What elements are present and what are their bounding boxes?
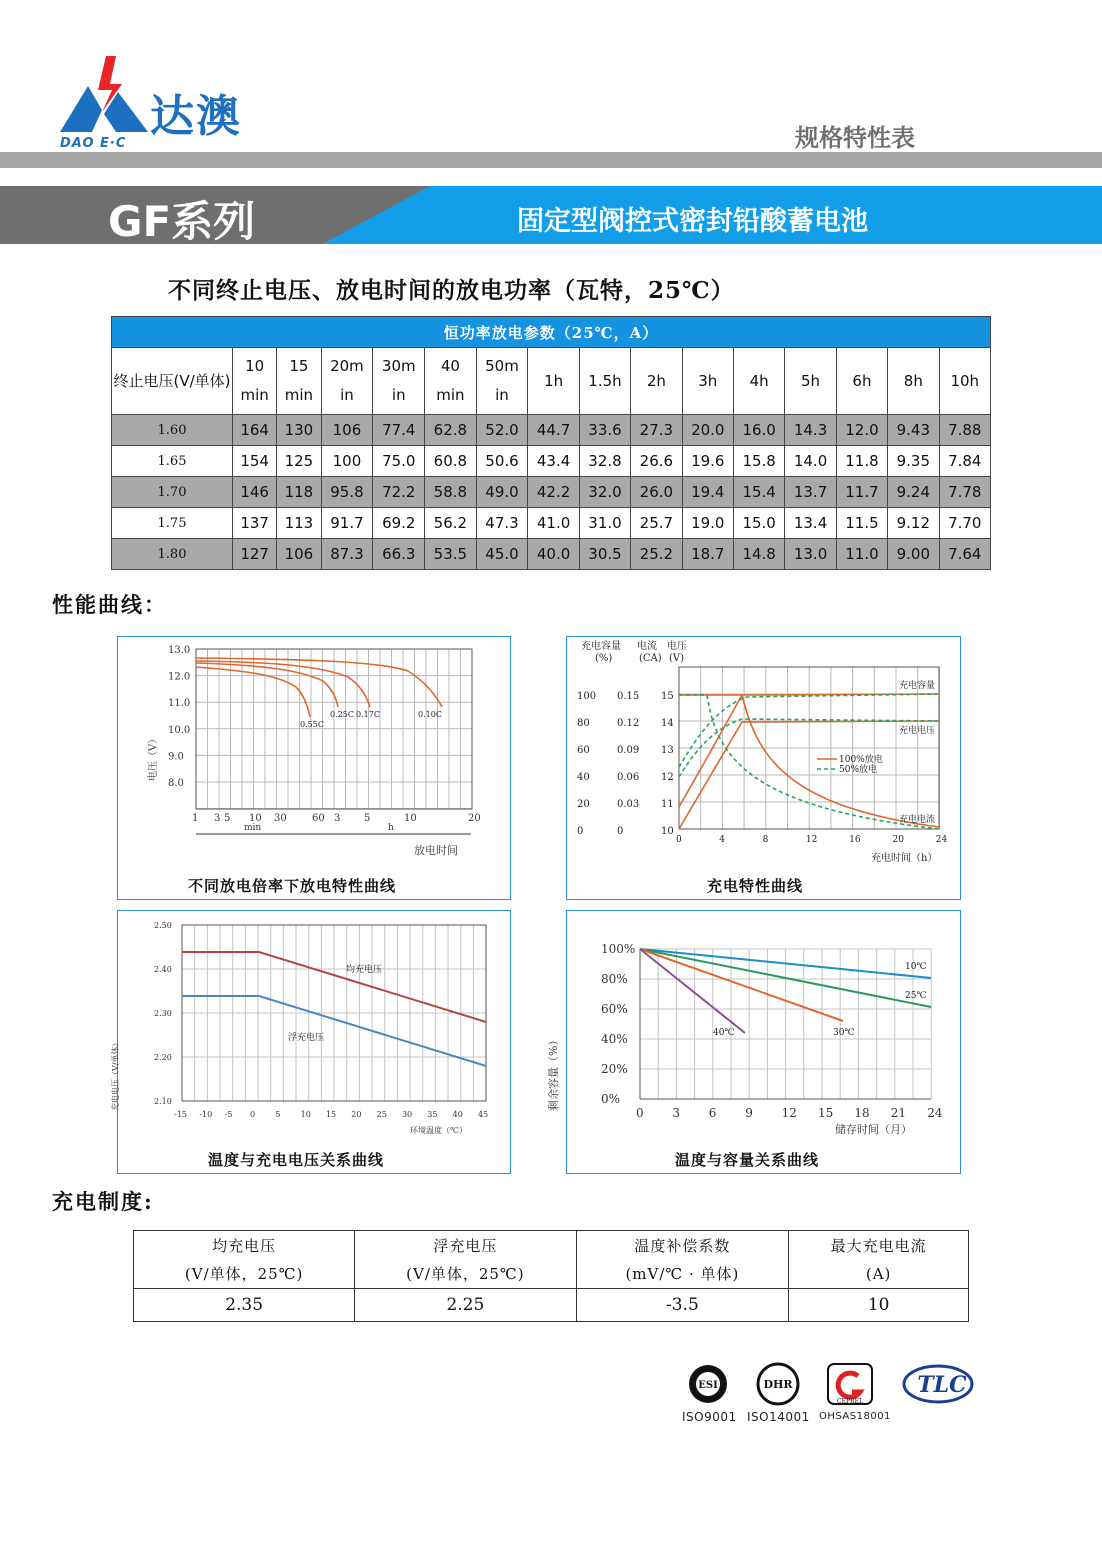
y-tick-volt: 10: [661, 826, 674, 837]
y-tick-cur: 0.12: [617, 718, 640, 729]
chart-discharge-panel: [117, 636, 511, 900]
x-tick: 3: [214, 813, 221, 824]
c1-unit-min: min: [244, 823, 262, 833]
table-cell: 27.3: [631, 415, 682, 446]
chart-temp-voltage-panel: [111, 910, 511, 1174]
y-tick-cur: 0.15: [617, 691, 640, 702]
x-tick: 3: [334, 813, 341, 824]
chart-charge-panel: [566, 636, 961, 900]
table-cell: 15.8: [733, 446, 784, 477]
product-name: 固定型阀控式密封铅酸蓄电池: [517, 206, 868, 237]
table-cell: 164: [233, 415, 277, 446]
y-tick-cap: 100: [577, 691, 597, 702]
col-header-part: 20m: [330, 357, 364, 375]
charge-value: -3.5: [576, 1289, 789, 1322]
power-table: [111, 316, 991, 570]
y-tick: 11.0: [168, 698, 191, 710]
x-tick: 40: [452, 1110, 463, 1119]
col-header-part: 5h: [801, 371, 821, 390]
x-tick: 30: [401, 1110, 413, 1119]
table-cell: 49.0: [476, 477, 528, 508]
charge-value: 2.35: [134, 1289, 355, 1322]
charge-header-part: 浮充电压: [433, 1236, 498, 1255]
table-cell: 47.3: [476, 508, 528, 539]
c3-ylabel: 充电电压（V/单体）: [111, 1038, 120, 1111]
charge-header-part: (V/单体，25℃): [184, 1264, 304, 1283]
col-header: [888, 348, 939, 415]
y-tick: 2.40: [154, 965, 172, 974]
x-tick: 15: [818, 1106, 834, 1120]
c2-unit-cap: (%): [595, 653, 613, 664]
table-cell: 16.0: [733, 415, 784, 446]
power-section-title: 不同终止电压、放电时间的放电功率（瓦特，25℃）: [168, 277, 735, 304]
chart-temp-capacity: [547, 911, 959, 1145]
c1-ylabel: 电压（V）: [148, 733, 159, 781]
x-tick: 45: [477, 1110, 489, 1119]
charge-header-part: 均充电压: [212, 1236, 277, 1255]
charge-header-part: 温度补偿系数: [634, 1236, 731, 1255]
x-tick: 21: [890, 1106, 907, 1120]
table-cell: 146: [233, 477, 277, 508]
table-cell: 9.35: [888, 446, 939, 477]
col-header: [233, 348, 277, 415]
table-cell: 56.2: [425, 508, 476, 539]
row-voltage: 1.60: [112, 415, 233, 446]
table-row: [112, 508, 991, 539]
table-row: [112, 415, 991, 446]
col-header-part: 50m: [485, 357, 519, 375]
table-cell: 7.64: [939, 539, 990, 570]
col-header-part: in: [340, 386, 354, 404]
table-cell: 26.0: [631, 477, 682, 508]
c2-unit-cur: (CA): [639, 653, 662, 664]
table-cell: 25.7: [631, 508, 682, 539]
c1-curve-017: [196, 661, 370, 707]
charge-header: [789, 1231, 969, 1289]
y-tick: 20%: [601, 1062, 628, 1076]
c2-label-cap: 充电容量: [899, 681, 936, 691]
col-header-part: 10h: [950, 371, 980, 390]
table-row: [112, 477, 991, 508]
y-tick-cap: 0: [577, 826, 584, 837]
x-tick: -15: [174, 1110, 187, 1119]
table-cell: 33.6: [579, 415, 630, 446]
x-tick: 60: [312, 813, 325, 824]
c4-caption: 温度与容量关系曲线: [675, 1151, 820, 1169]
table-cell: 45.0: [476, 539, 528, 570]
x-tick: -5: [224, 1110, 233, 1119]
c2-head-volt: 电压: [667, 641, 687, 652]
y-tick: 40%: [601, 1032, 628, 1046]
table-cell: 7.84: [939, 446, 990, 477]
col-header: [579, 348, 630, 415]
row-voltage: 1.70: [112, 477, 233, 508]
c1-rate-010: 0.10C: [418, 710, 442, 719]
table-cell: 9.12: [888, 508, 939, 539]
table-cell: 30.5: [579, 539, 630, 570]
table-cell: 125: [277, 446, 321, 477]
table-cell: 9.00: [888, 539, 939, 570]
y-tick: 2.10: [154, 1097, 172, 1106]
c4-line-40: [640, 949, 745, 1033]
header-rule: [0, 152, 1102, 168]
col-header: [939, 348, 990, 415]
col-header-part: in: [391, 386, 406, 404]
table-row: [112, 539, 991, 570]
x-tick: 10: [300, 1110, 311, 1119]
c2-caption: 充电特性曲线: [707, 877, 804, 895]
y-tick-volt: 15: [661, 691, 674, 702]
table-cell: 14.0: [785, 446, 836, 477]
x-tick: 4: [719, 835, 726, 845]
row-voltage: 1.65: [112, 446, 233, 477]
table-cell: 7.78: [939, 477, 990, 508]
c3-xlabel: 环境温度（℃）: [410, 1126, 467, 1135]
table-cell: 42.2: [528, 477, 579, 508]
y-tick: 2.30: [154, 1009, 172, 1018]
curves-title: 性能曲线：: [52, 592, 167, 617]
row-header-label: 终止电压(V/单体): [112, 348, 233, 415]
x-tick: 5: [364, 813, 371, 824]
table-cell: 154: [233, 446, 277, 477]
table-cell: 69.2: [373, 508, 425, 539]
c2-label-cur: 充电电流: [899, 815, 936, 825]
y-tick: 100%: [601, 942, 636, 956]
x-tick: 1: [192, 813, 199, 824]
c1-caption: 不同放电倍率下放电特性曲线: [188, 877, 397, 895]
x-tick: 6: [708, 1106, 717, 1120]
x-tick: -10: [199, 1110, 213, 1119]
table-cell: 9.24: [888, 477, 939, 508]
y-tick: 0%: [601, 1092, 621, 1106]
c4-xlabel: 储存时间（月）: [835, 1123, 912, 1136]
x-tick: 25: [376, 1110, 387, 1119]
table-cell: 50.6: [476, 446, 528, 477]
table-cell: 19.0: [682, 508, 733, 539]
x-tick: 30: [274, 813, 287, 824]
table-cell: 100: [321, 446, 373, 477]
col-header-part: 30m: [381, 357, 416, 375]
table-cell: 87.3: [321, 539, 373, 570]
x-tick: 8: [762, 835, 769, 845]
col-header-part: 2h: [646, 371, 666, 390]
x-tick: 0: [636, 1106, 644, 1120]
charge-header: [355, 1231, 576, 1289]
c4-label-25: 25℃: [905, 991, 927, 1001]
c4-ylabel: 剩余容量（%）: [547, 1034, 560, 1111]
power-table-caption: 恒功率放电参数（25℃，A）: [112, 317, 991, 348]
row-voltage: 1.75: [112, 508, 233, 539]
col-header-part: 6h: [852, 371, 872, 390]
charge-header: [576, 1231, 789, 1289]
col-header-part: 10: [245, 357, 265, 375]
table-cell: 25.2: [631, 539, 682, 570]
col-header-part: 1h: [544, 371, 564, 390]
table-cell: 44.7: [528, 415, 579, 446]
cert-mark-tlc: TLC: [917, 1372, 967, 1398]
y-tick: 12.0: [168, 671, 191, 683]
y-tick-cur: 0: [617, 826, 624, 837]
x-tick: 10: [404, 813, 417, 824]
col-header: [476, 348, 528, 415]
col-header-part: 4h: [749, 371, 769, 390]
table-cell: 58.8: [425, 477, 476, 508]
y-tick-cap: 80: [577, 718, 590, 729]
table-cell: 11.8: [836, 446, 887, 477]
table-cell: 106: [277, 539, 321, 570]
table-cell: 11.7: [836, 477, 887, 508]
c2-xlabel: 充电时间（h）: [871, 853, 938, 864]
col-header: [373, 348, 425, 415]
cert-mark-ceprel: CEPREL: [837, 1398, 863, 1405]
table-cell: 11.5: [836, 508, 887, 539]
y-tick: 80%: [601, 972, 628, 986]
chart-discharge: [118, 637, 509, 871]
y-tick-cur: 0.06: [617, 772, 640, 783]
c1-rate-017: 0.17C: [356, 710, 380, 719]
cert-logos: [680, 1362, 980, 1432]
table-cell: 15.0: [733, 508, 784, 539]
table-row: [112, 446, 991, 477]
col-header: [528, 348, 579, 415]
x-tick: 20: [351, 1110, 362, 1119]
x-tick: 0: [676, 835, 682, 845]
col-header-part: 15: [289, 357, 309, 375]
y-tick: 2.20: [154, 1053, 172, 1062]
x-tick: 9: [745, 1106, 753, 1120]
x-tick: 24: [935, 835, 948, 845]
c1-curve-025: [196, 663, 338, 707]
table-cell: 12.0: [836, 415, 887, 446]
y-tick: 2.50: [154, 921, 172, 930]
x-tick: 5: [224, 813, 231, 824]
y-tick: 8.0: [168, 778, 184, 789]
y-tick-cap: 60: [577, 745, 590, 756]
charge-header-part: (A): [865, 1264, 892, 1283]
col-header-part: min: [240, 386, 269, 404]
chart-charge: [567, 637, 959, 871]
col-header: [836, 348, 887, 415]
c2-legend-full: 100%放电: [839, 755, 883, 765]
charge-header-part: (V/单体，25℃): [406, 1264, 525, 1283]
table-cell: 95.8: [321, 477, 373, 508]
table-cell: 106: [321, 415, 373, 446]
charge-table: [133, 1230, 969, 1322]
table-cell: 13.7: [785, 477, 836, 508]
c1-xlabel: 放电时间: [414, 844, 458, 857]
c3-caption: 温度与充电电压关系曲线: [208, 1151, 385, 1169]
x-tick: 0: [249, 1110, 256, 1119]
y-tick-volt: 12: [661, 772, 674, 783]
charge-header: [134, 1231, 355, 1289]
col-header-part: 8h: [903, 371, 923, 390]
col-header-part: 1.5h: [588, 371, 622, 390]
y-tick-cap: 20: [577, 799, 590, 810]
x-tick: 15: [325, 1110, 337, 1119]
y-tick: 10.0: [168, 724, 191, 736]
col-header: [733, 348, 784, 415]
company-logo: [58, 52, 278, 156]
y-tick-cur: 0.03: [617, 799, 640, 810]
table-cell: 72.2: [373, 477, 425, 508]
brand-name-cn: 达澳: [150, 91, 242, 142]
charge-section-title: 充电制度:: [52, 1189, 154, 1214]
c4-label-10: 10℃: [905, 962, 927, 972]
table-cell: 53.5: [425, 539, 476, 570]
chart-temp-capacity-panel: [547, 910, 961, 1174]
col-header-part: 40: [440, 357, 460, 375]
col-header: [425, 348, 476, 415]
table-cell: 15.4: [733, 477, 784, 508]
c2-head-cur: 电流: [637, 641, 657, 652]
brand-name-en: DAO E·C: [60, 136, 127, 151]
charge-value: 10: [789, 1289, 969, 1322]
x-tick: 12: [805, 835, 818, 845]
c1-rate-025: 0.25C: [330, 710, 354, 719]
c2-legend-half: 50%放电: [839, 765, 878, 775]
table-cell: 130: [277, 415, 321, 446]
table-cell: 127: [233, 539, 277, 570]
x-tick: 5: [275, 1110, 281, 1119]
c1-unit-h: h: [388, 823, 394, 833]
cert-marks-icon: [680, 1362, 980, 1406]
charge-header-part: (mV/℃ · 单体): [625, 1264, 740, 1283]
c4-label-30: 30℃: [833, 1028, 855, 1038]
c2-label-volt: 充电电压: [899, 726, 936, 736]
table-cell: 13.4: [785, 508, 836, 539]
table-cell: 40.0: [528, 539, 579, 570]
table-cell: 18.7: [682, 539, 733, 570]
table-cell: 43.4: [528, 446, 579, 477]
table-cell: 137: [233, 508, 277, 539]
c4-label-40: 40℃: [713, 1028, 735, 1038]
row-voltage: 1.80: [112, 539, 233, 570]
y-tick: 9.0: [168, 751, 184, 763]
col-header: [631, 348, 682, 415]
table-cell: 19.4: [682, 477, 733, 508]
table-cell: 77.4: [373, 415, 425, 446]
table-cell: 41.0: [528, 508, 579, 539]
table-cell: 14.3: [785, 415, 836, 446]
col-header: [321, 348, 373, 415]
table-cell: 66.3: [373, 539, 425, 570]
c1-rate-055: 0.55C: [300, 720, 324, 729]
x-tick: 3: [672, 1106, 681, 1120]
x-tick: 12: [781, 1106, 797, 1120]
y-tick-volt: 13: [661, 745, 674, 756]
col-header-part: min: [436, 386, 465, 404]
table-cell: 75.0: [373, 446, 425, 477]
chart-temp-voltage: [111, 911, 509, 1145]
charge-value: 2.25: [355, 1289, 576, 1322]
col-header-part: in: [495, 386, 509, 404]
y-tick-volt: 11: [661, 799, 674, 810]
x-tick: 10: [249, 813, 262, 824]
y-tick: 60%: [601, 1002, 628, 1016]
table-cell: 19.6: [682, 446, 733, 477]
y-tick-volt: 14: [661, 718, 674, 729]
doc-type-title: 规格特性表: [795, 124, 915, 152]
x-tick: 16: [849, 835, 861, 845]
table-cell: 7.70: [939, 508, 990, 539]
col-header: [277, 348, 321, 415]
series-name: GF系列: [108, 197, 256, 246]
table-cell: 9.43: [888, 415, 939, 446]
y-tick-cap: 40: [577, 772, 590, 783]
col-header-part: min: [284, 386, 314, 404]
cert-mark-esi: ESI: [698, 1380, 718, 1391]
table-cell: 14.8: [733, 539, 784, 570]
table-cell: 13.0: [785, 539, 836, 570]
col-header: [682, 348, 733, 415]
table-cell: 52.0: [476, 415, 528, 446]
cert-ohsas: OHSAS18001: [819, 1411, 891, 1422]
table-cell: 118: [277, 477, 321, 508]
table-cell: 60.8: [425, 446, 476, 477]
table-cell: 11.0: [836, 539, 887, 570]
c2-head-cap: 充电容量: [581, 641, 621, 652]
cert-mark-dhr: DHR: [763, 1378, 793, 1391]
charge-header-part: 最大充电电流: [830, 1236, 927, 1255]
cert-iso9001: ISO9001: [682, 1410, 737, 1424]
x-tick: 20: [468, 813, 481, 824]
c2-unit-volt: (V): [669, 653, 685, 664]
table-cell: 20.0: [682, 415, 733, 446]
table-cell: 91.7: [321, 508, 373, 539]
y-tick: 13.0: [168, 645, 191, 656]
table-cell: 32.8: [579, 446, 630, 477]
table-cell: 26.6: [631, 446, 682, 477]
c3-label-float: 浮充电压: [288, 1033, 325, 1043]
table-cell: 7.88: [939, 415, 990, 446]
c3-label-equalize: 均充电压: [346, 965, 383, 975]
x-tick: 24: [927, 1106, 943, 1120]
cert-iso14001: ISO14001: [747, 1410, 810, 1424]
table-cell: 32.0: [579, 477, 630, 508]
x-tick: 35: [427, 1110, 438, 1119]
y-tick-cur: 0.09: [617, 745, 640, 756]
table-cell: 113: [277, 508, 321, 539]
table-cell: 31.0: [579, 508, 630, 539]
col-header-part: 3h: [698, 371, 718, 390]
x-tick: 20: [892, 835, 904, 845]
col-header: [785, 348, 836, 415]
x-tick: 18: [854, 1106, 870, 1120]
table-cell: 62.8: [425, 415, 476, 446]
